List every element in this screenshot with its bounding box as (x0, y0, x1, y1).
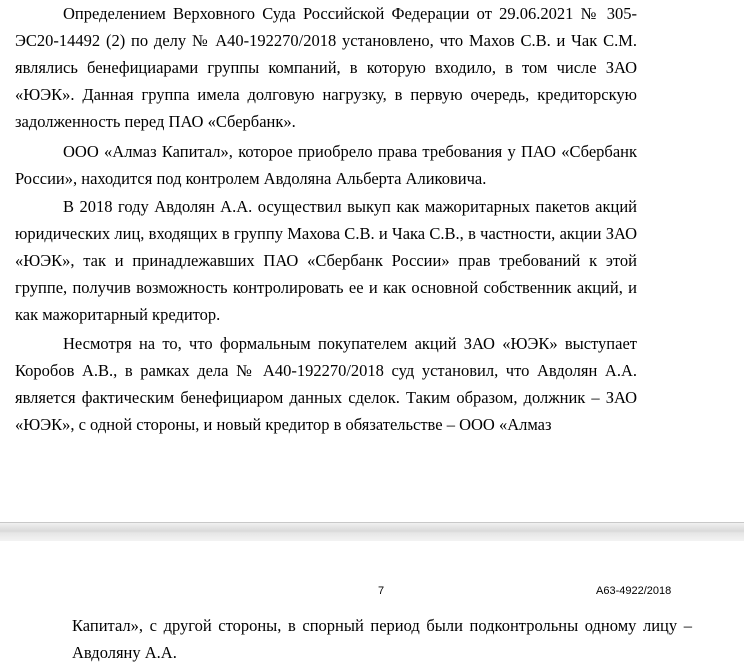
paragraph-text: В 2018 году Авдолян А.А. осуществил выкуп как мажоритарных пакетов акций юридических лиц, входящих в группу Махова С.В. и Чака С.В., в частности, акции ЗАО «ЮЭК», так и принадлежавших ПАО «Сбербанк России» прав требований к этой группе, получив возможность контролировать ее и как основной собственник акций, и как мажоритарный кредитор. (15, 197, 637, 324)
paragraph-2 (15, 138, 637, 192)
paragraph-text: Капитал», с другой стороны, в спорный период были подконтрольны одному лицу – Авдоляну А.А. (72, 616, 692, 662)
paragraph-text: Несмотря на то, что формальным покупателем акций ЗАО «ЮЭК» выступает Коробов А.В., в рамках дела № А40-192270/2018 суд установил, что Авдолян А.А. является фактическим бенефициаром данных сделок. Таким образом, должник – ЗАО «ЮЭК», с одной стороны, и новый кредитор в обязательстве – ООО «Алмаз (15, 334, 637, 434)
paragraph-continuation (72, 612, 692, 666)
paragraph-text: ООО «Алмаз Капитал», которое приобрело права требования у ПАО «Сбербанк России», находится под контролем Авдоляна Альберта Аликовича. (15, 142, 637, 188)
case-reference: А63-4922/2018 (596, 585, 672, 597)
page-number: 7 (378, 585, 385, 597)
page-separator (0, 522, 744, 542)
paragraph-3 (15, 193, 637, 328)
paragraph-1 (15, 0, 637, 135)
paragraph-4 (15, 330, 637, 438)
paragraph-text: Определением Верховного Суда Российской Федерации от 29.06.2021 № 305-ЭС20-14492 (2) по делу № А40-192270/2018 установлено, что Махов С.В. и Чак С.М. являлись бенефициарами группы компаний, в которую входило, в том числе ЗАО «ЮЭК». Данная группа имела долговую нагрузку, в первую очередь, кредиторскую задолженность перед ПАО «Сбербанк». (15, 4, 637, 131)
